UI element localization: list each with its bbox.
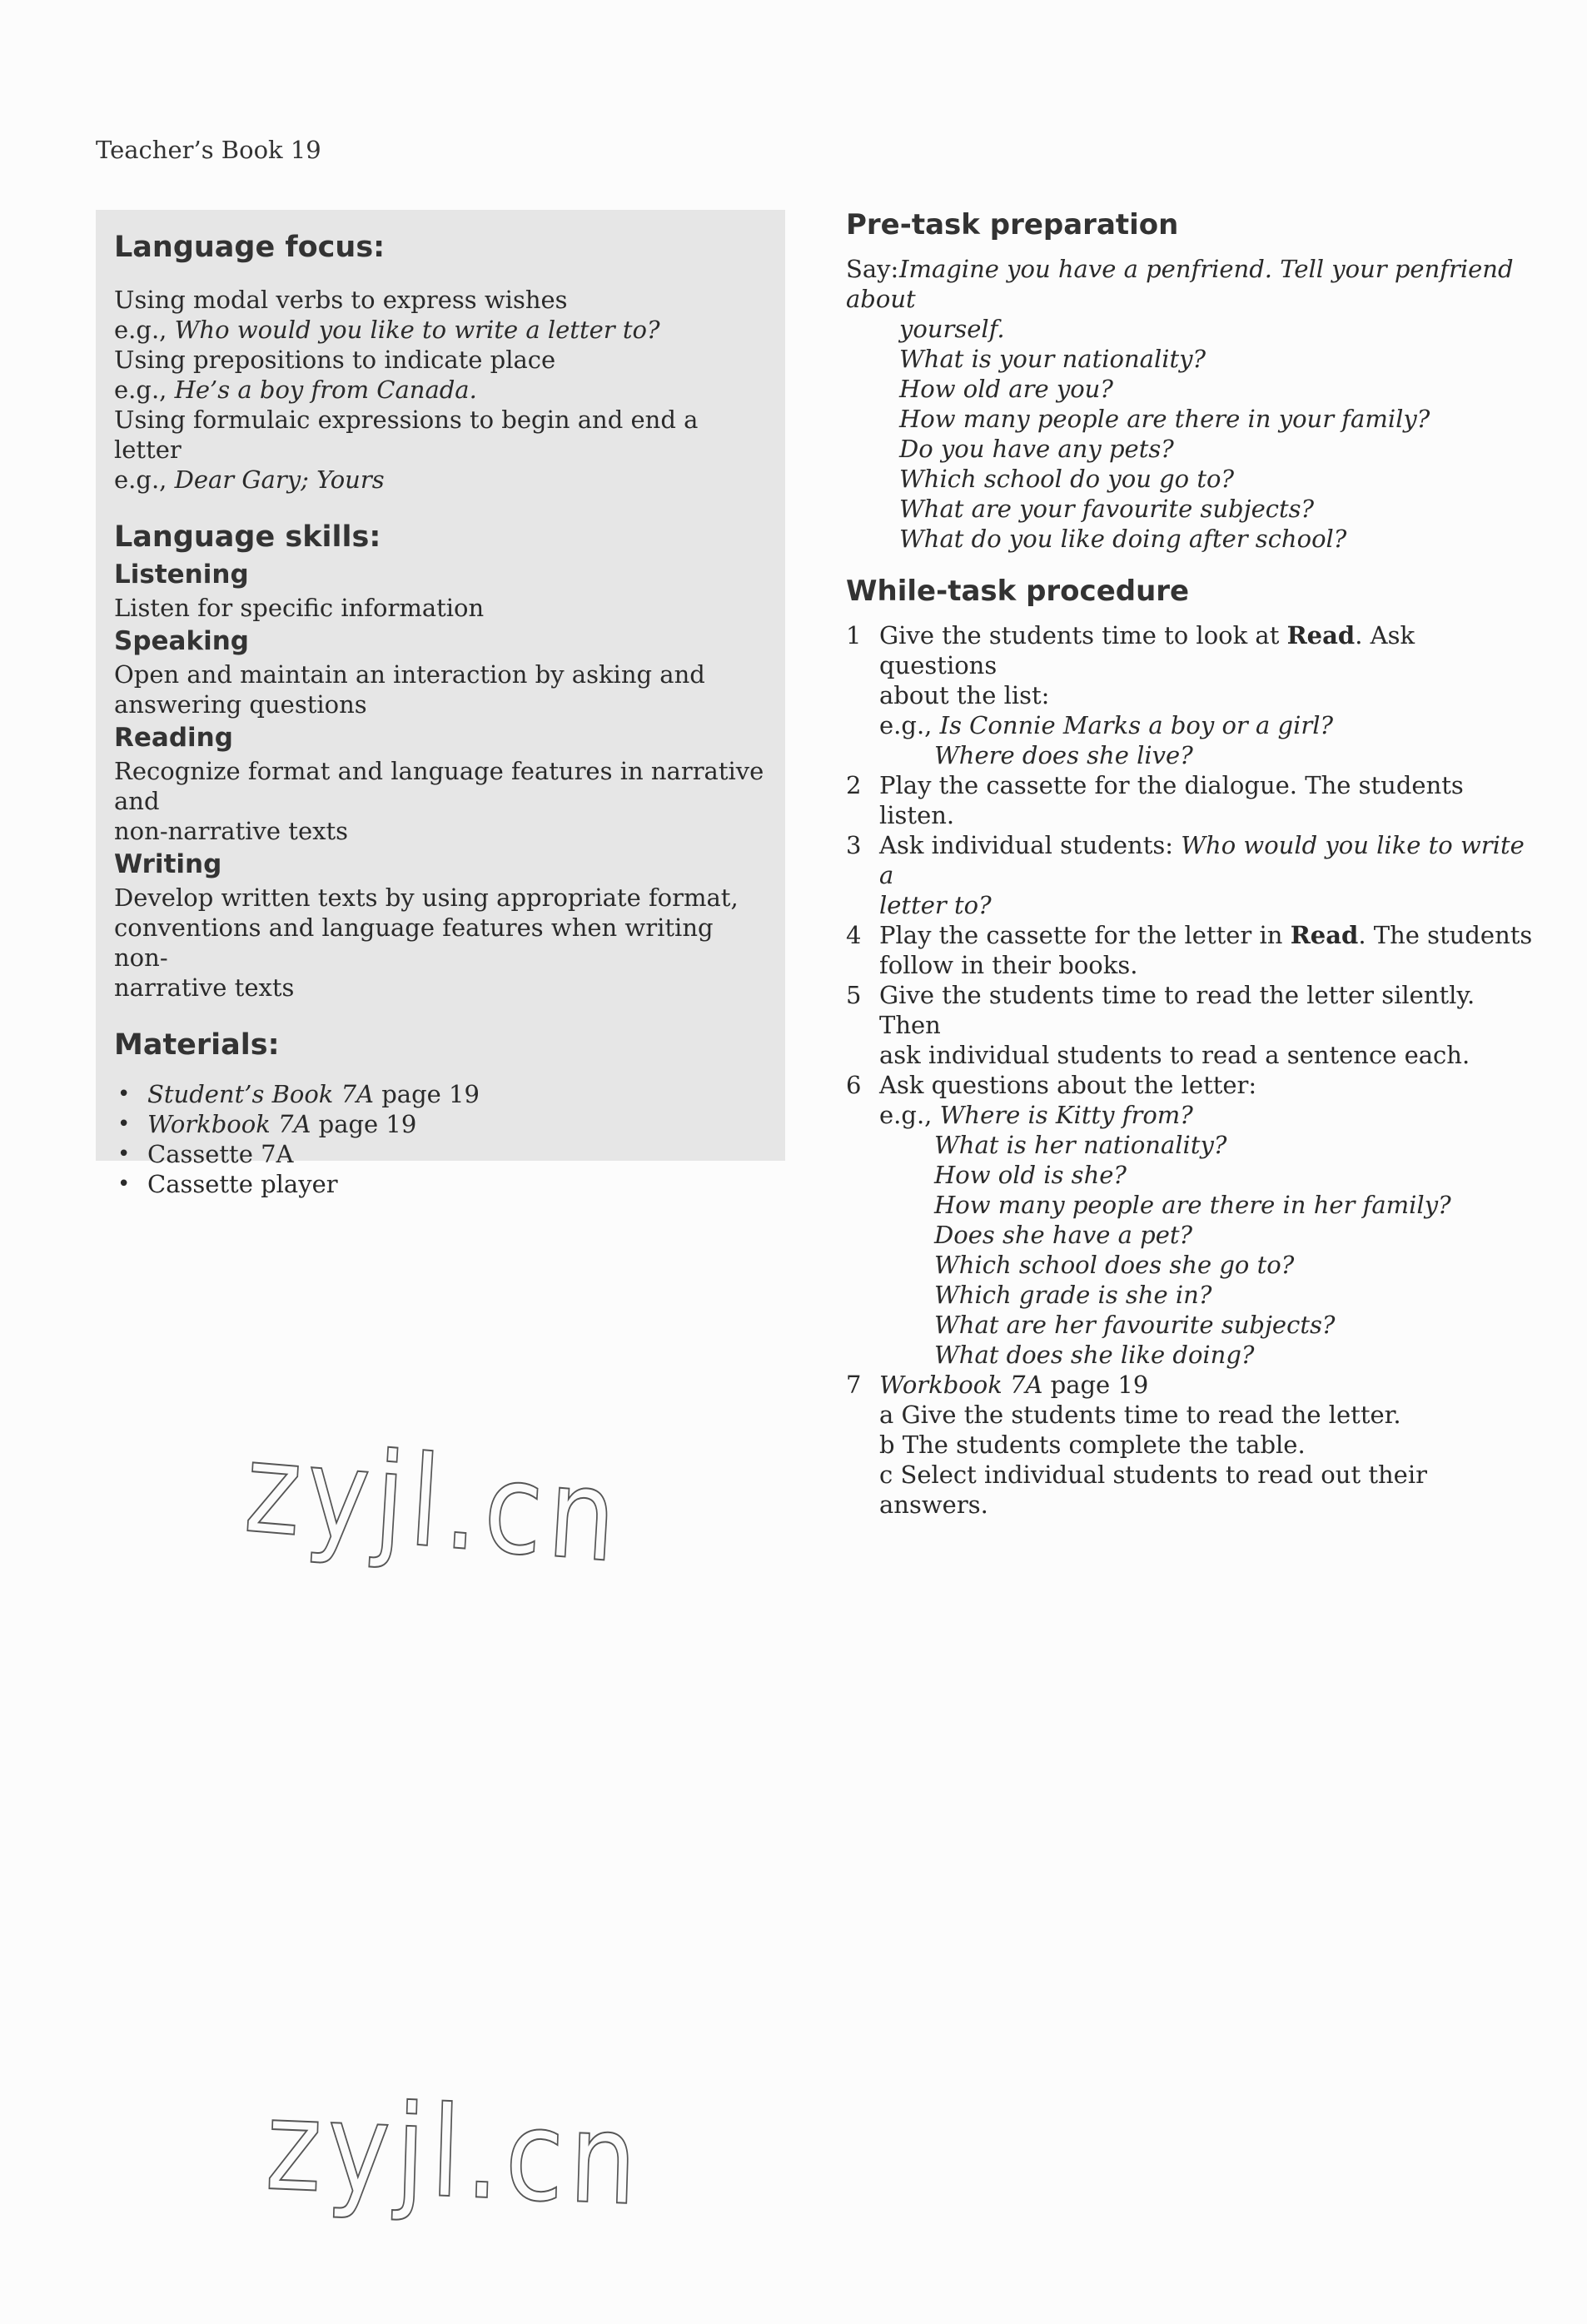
materials-heading: Materials: bbox=[114, 1028, 280, 1062]
book-title: Student’s Book 7A bbox=[147, 1080, 374, 1108]
focus-line-1: Using modal verbs to express wishes bbox=[114, 286, 568, 314]
eg-prefix: e.g., bbox=[879, 711, 940, 739]
materials-item bbox=[114, 1109, 767, 1139]
speaking-text-2: answering questions bbox=[114, 690, 367, 719]
writing-heading: Writing bbox=[114, 849, 222, 879]
example-question: How old is she? bbox=[934, 1161, 1127, 1189]
procedure-list bbox=[846, 620, 1537, 1520]
step-2 bbox=[846, 770, 1537, 830]
materials-item: • Cassette 7A bbox=[114, 1139, 767, 1169]
step-number: 5 bbox=[846, 981, 862, 1009]
speaking-text-1: Open and maintain an interaction by asking and bbox=[114, 660, 705, 689]
pre-task-heading: Pre-task preparation bbox=[846, 208, 1179, 241]
writing-text-1: Develop written texts by using appropriate format, bbox=[114, 883, 739, 912]
step-text: Ask questions about the letter: bbox=[879, 1071, 1257, 1099]
example-question: What are her favourite subjects? bbox=[934, 1311, 1336, 1339]
language-focus-heading: Language focus: bbox=[114, 231, 386, 264]
focus-line-2 bbox=[114, 315, 767, 345]
eg-prefix: e.g., bbox=[114, 465, 175, 494]
example-question: Which school does she go to? bbox=[934, 1251, 1295, 1279]
question: How old are you? bbox=[899, 375, 1113, 403]
focus-line-5: Using formulaic expressions to begin and end a letter bbox=[114, 406, 699, 464]
step-6-eg bbox=[846, 1100, 1537, 1130]
step-number: 7 bbox=[846, 1371, 862, 1399]
page-ref: page 19 bbox=[1042, 1371, 1149, 1399]
question: What is your nationality? bbox=[899, 345, 1206, 373]
materials-list bbox=[114, 1079, 767, 1199]
while-task-heading: While-task procedure bbox=[846, 575, 1190, 608]
question: Do you have any pets? bbox=[899, 435, 1174, 463]
eg-prefix: e.g., bbox=[879, 1101, 940, 1129]
watermark: zyjl.cn bbox=[263, 2073, 644, 2234]
step-number: 1 bbox=[846, 621, 862, 649]
page-header: Teacher’s Book 19 bbox=[96, 136, 321, 164]
step-1-eg bbox=[846, 710, 1537, 740]
example-question: Where is Kitty from? bbox=[939, 1101, 1193, 1129]
example-question: What is her nationality? bbox=[934, 1131, 1227, 1159]
step-3-cont: letter to? bbox=[879, 891, 992, 919]
language-skills-heading: Language skills: bbox=[114, 520, 381, 554]
book-title: Workbook 7A bbox=[147, 1110, 311, 1138]
reading-heading: Reading bbox=[114, 723, 233, 753]
focus-example: Who would you like to write a letter to? bbox=[174, 316, 660, 344]
say-prompt: Imagine you have a penfriend. Tell your penfriend about bbox=[846, 255, 1514, 313]
example-question: How many people are there in her family? bbox=[934, 1191, 1451, 1219]
step-5 bbox=[846, 980, 1537, 1040]
step-text: Play the cassette for the letter in bbox=[879, 921, 1291, 949]
step-7c: c Select individual students to read out their answers. bbox=[879, 1461, 1427, 1519]
listening-heading: Listening bbox=[114, 560, 249, 590]
step-3 bbox=[846, 830, 1537, 890]
book-title: Workbook 7A bbox=[879, 1371, 1043, 1399]
step-text: Ask individual students: bbox=[879, 831, 1182, 859]
reading-text-2: non-narrative texts bbox=[114, 817, 348, 845]
question: What are your favourite subjects? bbox=[899, 495, 1315, 523]
step-text: . Ask questions bbox=[879, 621, 1415, 679]
example-question: Who would you like to write a bbox=[879, 831, 1525, 889]
example-question: Where does she live? bbox=[934, 741, 1193, 769]
page-ref: page 19 bbox=[374, 1080, 480, 1108]
question: How many people are there in your family? bbox=[899, 405, 1430, 433]
say-block bbox=[846, 254, 1537, 554]
materials-item bbox=[114, 1079, 767, 1109]
writing-text-2: conventions and language features when writing non- bbox=[114, 913, 714, 972]
step-text: Give the students time to look at bbox=[879, 621, 1287, 649]
example-question: Is Connie Marks a boy or a girl? bbox=[939, 711, 1334, 739]
step-5-cont: ask individual students to read a sentence each. bbox=[879, 1041, 1470, 1069]
focus-example: Dear Gary; Yours bbox=[174, 465, 385, 494]
eg-prefix: e.g., bbox=[114, 316, 175, 344]
reading-text-1: Recognize format and language features in narrative and bbox=[114, 757, 764, 815]
speaking-heading: Speaking bbox=[114, 626, 249, 656]
listening-text: Listen for specific information bbox=[114, 594, 485, 622]
step-1 bbox=[846, 620, 1537, 680]
step-6 bbox=[846, 1070, 1537, 1100]
read-label: Read bbox=[1290, 921, 1359, 949]
step-number: 4 bbox=[846, 921, 862, 949]
read-label: Read bbox=[1286, 621, 1356, 649]
step-text: . The students bbox=[1358, 921, 1533, 949]
example-question: Which grade is she in? bbox=[934, 1281, 1212, 1309]
focus-line-4 bbox=[114, 375, 767, 405]
procedure-column bbox=[846, 206, 1537, 1520]
materials-item: • Cassette player bbox=[114, 1169, 767, 1199]
step-number: 2 bbox=[846, 771, 862, 799]
question: Which school do you go to? bbox=[899, 465, 1234, 493]
step-text: Play the cassette for the dialogue. The students listen. bbox=[879, 771, 1464, 829]
say-label: Say: bbox=[846, 255, 899, 283]
focus-example: He’s a boy from Canada. bbox=[174, 376, 477, 404]
focus-line-3: Using prepositions to indicate place bbox=[114, 346, 556, 374]
example-question: Does she have a pet? bbox=[934, 1221, 1193, 1249]
step-7b: b The students complete the table. bbox=[879, 1431, 1306, 1459]
objectives-panel bbox=[96, 210, 785, 1198]
step-text: Give the students time to read the letter silently. Then bbox=[879, 981, 1475, 1039]
step-number: 6 bbox=[846, 1071, 862, 1099]
step-4-cont: follow in their books. bbox=[879, 951, 1138, 979]
step-1-cont: about the list: bbox=[879, 681, 1050, 709]
focus-line-6 bbox=[114, 465, 767, 495]
say-prompt-cont: yourself. bbox=[899, 315, 1005, 343]
step-7 bbox=[846, 1370, 1537, 1400]
example-question: What does she like doing? bbox=[934, 1341, 1255, 1369]
writing-text-3: narrative texts bbox=[114, 973, 295, 1002]
question: What do you like doing after school? bbox=[899, 525, 1347, 553]
watermark: zyjl.cn bbox=[241, 1416, 626, 1591]
step-4 bbox=[846, 920, 1537, 950]
page-ref: page 19 bbox=[311, 1110, 417, 1138]
step-7a: a Give the students time to read the letter. bbox=[879, 1401, 1401, 1429]
step-number: 3 bbox=[846, 831, 862, 859]
eg-prefix: e.g., bbox=[114, 376, 175, 404]
